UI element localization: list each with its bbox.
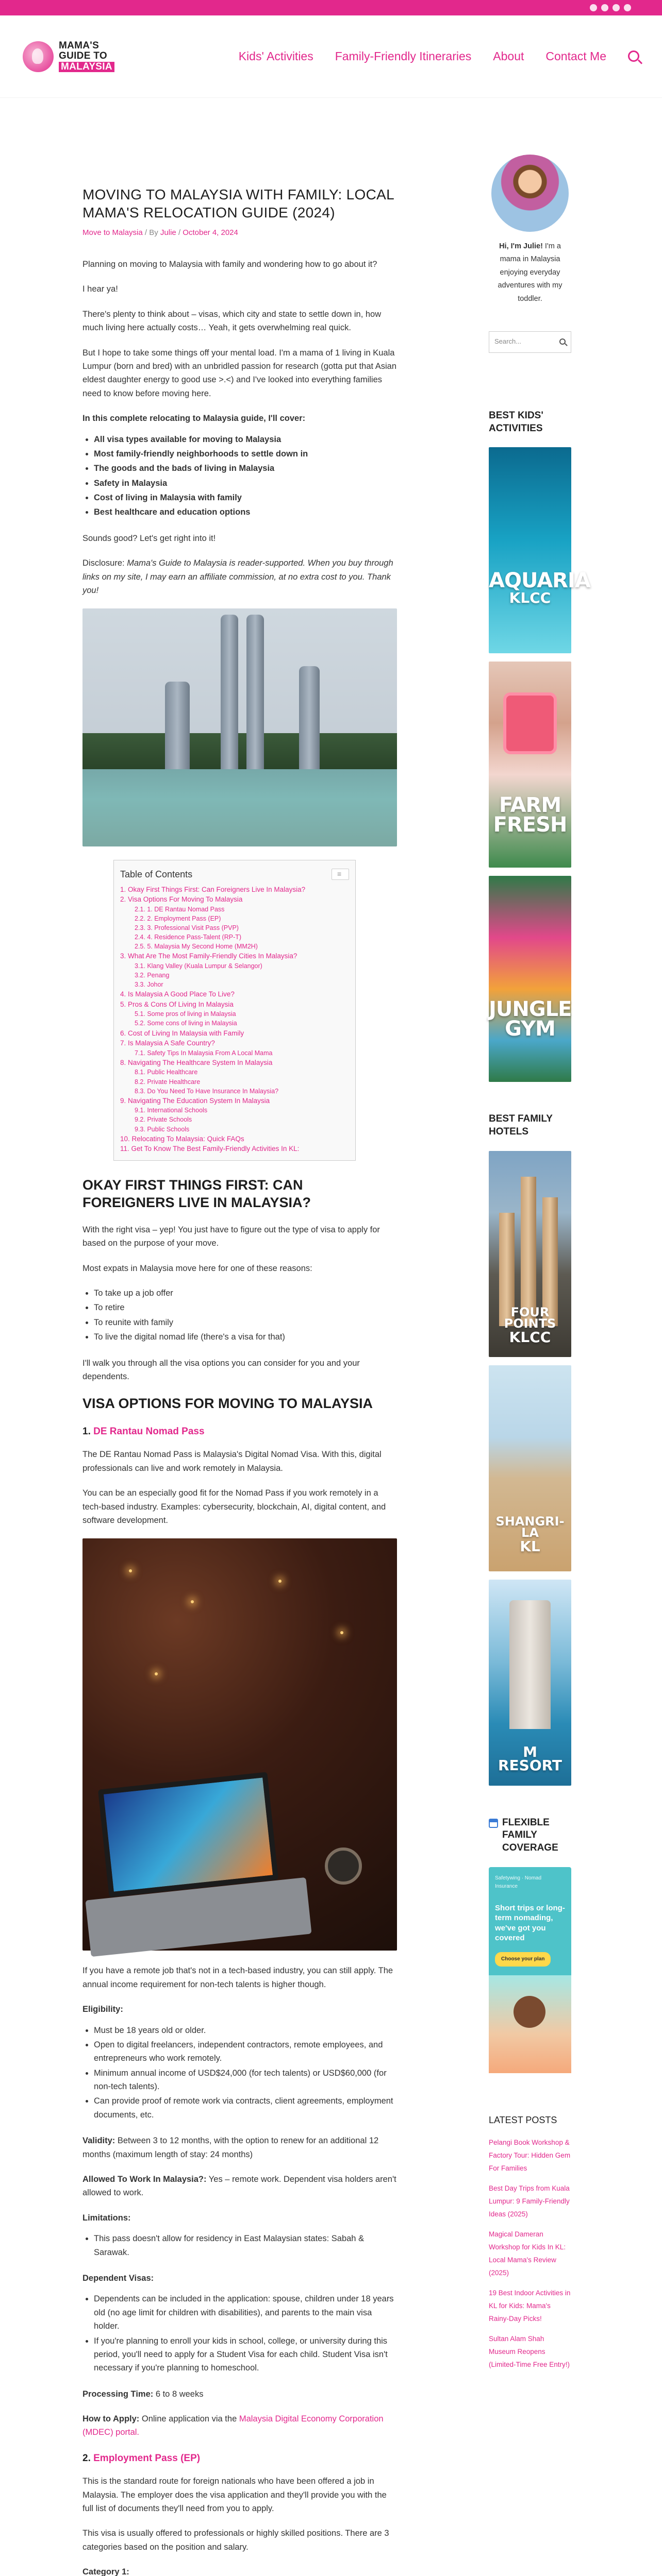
- toc-item[interactable]: 9.2. Private Schools: [135, 1116, 192, 1124]
- nomad-pass-link[interactable]: DE Rantau Nomad Pass: [93, 1426, 205, 1437]
- label: Limitations:: [82, 2213, 131, 2223]
- site-logo[interactable]: [23, 41, 131, 73]
- toc-item[interactable]: 5.1. Some pros of living in Malaysia: [135, 1010, 236, 1018]
- author-bio: Hi, I'm Julie! I'm a mama in Malaysia enjoying everyday adventures with my toddler.: [498, 242, 562, 303]
- how-to-apply: How to Apply: Online application via the Malaysia Digital Economy Corporation (MDEC) portal.: [82, 2414, 384, 2437]
- toc-item[interactable]: 2.5. 5. Malaysia My Second Home (MM2H): [135, 943, 258, 951]
- widget-title: BEST FAMILY HOTELS: [489, 1113, 553, 1137]
- list-item: • Can provide proof of remote work via contracts, client agreements, employment documents, etc.: [94, 2094, 397, 2122]
- toc-item[interactable]: 7.1. Safety Tips In Malaysia From A Local Mama: [135, 1049, 273, 1057]
- insurance-ad-banner[interactable]: Safetywing · Nomad Insurance Short trips or long-term nomading, we've got you covered Choose your plan: [489, 1867, 571, 2073]
- toc-item[interactable]: 9.1. International Schools: [135, 1107, 208, 1114]
- paragraph: This visa is usually offered to professionals or highly skilled positions. There are 3 categories based on the position and salary.: [82, 2529, 389, 2552]
- toc-item[interactable]: 8. Navigating The Healthcare System In Malaysia: [120, 1058, 273, 1066]
- list-item: • Most family-friendly neighborhoods to settle down in: [94, 447, 397, 461]
- logo-line3: MALAYSIA: [59, 62, 114, 72]
- latest-post-link[interactable]: Magical Dameran Workshop for Kids In KL: Local Mama's Review (2025): [489, 2230, 566, 2277]
- processing-time: Processing Time: 6 to 8 weeks: [82, 2389, 204, 2399]
- label: Eligibility:: [82, 2005, 123, 2014]
- list-item: • Must be 18 years old or older.: [94, 2024, 397, 2037]
- mdec-portal-link[interactable]: Malaysia Digital Economy Corporation (MDEC) portal.: [82, 2414, 384, 2437]
- list-item: • Open to digital freelancers, independent contractors, remote employees, and entrepreneurs who work remotely.: [94, 2038, 397, 2065]
- facebook-icon[interactable]: [590, 4, 597, 11]
- label: Dependent Visas:: [82, 2273, 154, 2283]
- list-item: • All visa types available for moving to Malaysia: [94, 433, 397, 446]
- toc-list: [120, 885, 349, 1154]
- logo-line1: MAMA'S: [59, 40, 100, 51]
- article: [82, 185, 397, 2576]
- paragraph: This is the standard route for foreign nationals who have been offered a job in Malaysia. The employer does the visa application and they'll provide you with the full list of documents they'll need from you to apply.: [82, 2477, 387, 2514]
- cover-list: [94, 433, 397, 519]
- author-avatar: [491, 155, 569, 232]
- list-item: • Safety in Malaysia: [94, 477, 397, 490]
- instagram-icon[interactable]: [601, 4, 608, 11]
- toc-item[interactable]: 5.2. Some cons of living in Malaysia: [135, 1020, 237, 1027]
- toc-title: Table of Contents: [120, 869, 193, 880]
- list-item: • Minimum annual income of USD$24,000 (for tech talents) or USD$60,000 (for non-tech talents).: [94, 2066, 397, 2094]
- list-item: • The goods and the bads of living in Malaysia: [94, 462, 397, 475]
- meta-author-link[interactable]: Julie: [160, 228, 176, 237]
- toc-item[interactable]: 10. Relocating To Malaysia: Quick FAQs: [120, 1134, 244, 1143]
- limitations-list: [94, 2232, 397, 2259]
- employment-pass-link[interactable]: Employment Pass (EP): [93, 2452, 201, 2464]
- list-item: • Best healthcare and education options: [94, 505, 397, 519]
- widget-title: FLEXIBLE FAMILY COVERAGE: [489, 1817, 571, 1855]
- jungle-gym-banner[interactable]: JUNGLE GYM: [489, 876, 571, 1082]
- pinterest-icon[interactable]: [613, 4, 620, 11]
- toc-item[interactable]: 9.3. Public Schools: [135, 1125, 190, 1133]
- validity: Validity: Between 3 to 12 months, with the option to renew for an additional 12 months (maximum length of stay: 24 months): [82, 2136, 379, 2159]
- toc-item[interactable]: 2.4. 4. Residence Pass-Talent (RP-T): [135, 934, 242, 941]
- meta-separator: /: [176, 228, 183, 237]
- toc-item[interactable]: 7. Is Malaysia A Safe Country?: [120, 1039, 215, 1047]
- paragraph: I'll walk you through all the visa options you can consider for you and your dependents.: [82, 1358, 360, 1382]
- intro-paragraph: I hear ya!: [82, 284, 118, 294]
- toc-item[interactable]: 6. Cost of Living In Malaysia with Family: [120, 1029, 244, 1037]
- toc-item[interactable]: 2.1. 1. DE Rantau Nomad Pass: [135, 905, 225, 913]
- latest-post-link[interactable]: Pelangi Book Workshop & Factory Tour: Hidden Gem For Families: [489, 2139, 571, 2173]
- paragraph: You can be an especially good fit for the Nomad Pass if you work remotely in a tech-based industry. Examples: cybersecurity, blockchain, AI, digital content, and software development.: [82, 1488, 386, 1525]
- nav-itineraries[interactable]: Family-Friendly Itineraries: [335, 49, 472, 63]
- toc-item[interactable]: 2.2. 2. Employment Pass (EP): [135, 914, 221, 922]
- toc-toggle-icon[interactable]: [332, 869, 349, 880]
- m-resort-banner[interactable]: M RESORT: [489, 1580, 571, 1786]
- cover-heading: In this complete relocating to Malaysia guide, I'll cover:: [82, 414, 306, 423]
- list-item: • To take up a job offer: [94, 1286, 397, 1300]
- table-of-contents: [113, 860, 356, 1160]
- disclosure-label: Disclosure:: [82, 558, 127, 568]
- post-meta: [82, 227, 397, 239]
- widget-title: BEST KIDS' ACTIVITIES: [489, 410, 543, 434]
- latest-posts: [489, 2114, 571, 2371]
- choose-plan-button[interactable]: Choose your plan: [495, 1952, 551, 1967]
- meta-by: By: [149, 228, 160, 237]
- paragraph: The DE Rantau Nomad Pass is Malaysia's Digital Nomad Visa. With this, digital professionals can live and work remotely in Malaysia.: [82, 1450, 382, 1473]
- toc-item[interactable]: 3.3. Johor: [135, 981, 163, 989]
- widget-title: LATEST POSTS: [489, 2114, 557, 2125]
- toc-item[interactable]: 3. What Are The Most Family-Friendly Cities In Malaysia?: [120, 952, 297, 960]
- toc-item[interactable]: 4. Is Malaysia A Good Place To Live?: [120, 990, 235, 998]
- sidebar: [489, 155, 590, 2379]
- reasons-list: [94, 1286, 397, 1344]
- logo-mark-icon: [23, 41, 54, 72]
- social-icons: [590, 4, 631, 11]
- toc-item[interactable]: 1. Okay First Things First: Can Foreigners Live In Malaysia?: [120, 885, 306, 893]
- email-icon[interactable]: [624, 4, 631, 11]
- nav-about[interactable]: About: [493, 49, 524, 63]
- latest-post-link[interactable]: Sultan Alam Shah Museum Reopens (Limited-Time Free Entry!): [489, 2334, 570, 2368]
- list-item: • To live the digital nomad life (there's a visa for that): [94, 1330, 397, 1344]
- dependents-list: [94, 2292, 397, 2375]
- aquaria-klcc-banner[interactable]: AQUARIA KLCC: [489, 447, 571, 653]
- subsection-heading: 1. DE Rantau Nomad Pass: [82, 1426, 205, 1437]
- toc-item[interactable]: 2.3. 3. Professional Visit Pass (PVP): [135, 924, 239, 931]
- petronas-towers-photo: [82, 608, 397, 846]
- site-header: [0, 15, 662, 98]
- main-nav: [239, 47, 639, 66]
- calendar-icon: [489, 1819, 498, 1828]
- laptop-cafe-photo: [82, 1538, 397, 1951]
- farm-fresh-banner[interactable]: FARM FRESH: [489, 662, 571, 868]
- list-item: • To retire: [94, 1301, 397, 1314]
- list-item: • To reunite with family: [94, 1316, 397, 1329]
- toc-item[interactable]: 9. Navigating The Education System In Malaysia: [120, 1096, 270, 1105]
- section-heading: VISA OPTIONS FOR MOVING TO MALAYSIA: [82, 1396, 373, 1412]
- intro-paragraph: But I hope to take some things off your mental load. I'm a mama of 1 living in Kuala Lumpur (born and bred) with an unbridled passion for research (gotta put that Asian eldest daughter energy to good use >.<) and I've looked into everything families need to know before moving here.: [82, 348, 397, 398]
- nav-kids-activities[interactable]: Kids' Activities: [238, 49, 313, 63]
- label: Category 1:: [82, 2567, 129, 2576]
- paragraph: With the right visa – yep! You just have to figure out the type of visa to apply for based on the purpose of your move.: [82, 1225, 380, 1248]
- list-item: • If you're planning to enroll your kids in school, college, or university during this period, you'll need to apply for a Student Visa for each child. Student Visa isn't necessary if you're planning to homeschool.: [94, 2334, 397, 2375]
- meta-separator: /: [142, 228, 150, 237]
- list-item: • Cost of living in Malaysia with family: [94, 491, 397, 504]
- latest-post-link[interactable]: 19 Best Indoor Activities in KL for Kids: Mama's Rainy-Day Picks!: [489, 2289, 571, 2323]
- search-icon[interactable]: [559, 338, 566, 345]
- post-title: MOVING TO MALAYSIA WITH FAMILY: LOCAL MAMA'S RELOCATION GUIDE (2024): [82, 187, 394, 221]
- logo-line2: GUIDE TO: [59, 50, 107, 61]
- paragraph: Most expats in Malaysia move here for one of these reasons:: [82, 1263, 312, 1273]
- toc-item[interactable]: 5. Pros & Cons Of Living In Malaysia: [120, 1000, 234, 1008]
- allowed-to-work: Allowed To Work In Malaysia?: Yes – remote work. Dependent visa holders aren't allowed to work.: [82, 2175, 396, 2198]
- latest-post-link[interactable]: Best Day Trips from Kuala Lumpur: 9 Family-Friendly Ideas (2025): [489, 2184, 570, 2218]
- section-heading: OKAY FIRST THINGS FIRST: CAN FOREIGNERS LIVE IN MALAYSIA?: [82, 1177, 311, 1211]
- disclosure: [82, 556, 397, 597]
- list-item: • Dependents can be included in the application: spouse, children under 18 years old (no age limit for children with disabilities), and parents to the main visa holder.: [94, 2292, 397, 2333]
- disclosure-text: Mama's Guide to Malaysia is reader-supported. When you buy through links on my site, I may earn an affiliate commission, at no extra cost to you. Thank you!: [82, 558, 393, 596]
- toc-item[interactable]: 11. Get To Know The Best Family-Friendly Activities In KL:: [120, 1145, 300, 1153]
- shangri-la-kl-banner[interactable]: SHANGRI-LA KL: [489, 1365, 571, 1571]
- four-points-klcc-banner[interactable]: FOUR POINTS KLCC: [489, 1151, 571, 1357]
- toc-item[interactable]: 3.1. Klang Valley (Kuala Lumpur & Selangor): [135, 962, 262, 970]
- list-item: • This pass doesn't allow for residency in East Malaysian states: Sabah & Sarawak.: [94, 2232, 397, 2259]
- toc-item[interactable]: 3.2. Penang: [135, 971, 170, 979]
- eligibility-list: [94, 2024, 397, 2122]
- subsection-heading: 2. Employment Pass (EP): [82, 2452, 201, 2464]
- meta-category-link[interactable]: Move to Malaysia: [82, 228, 143, 237]
- toc-item[interactable]: 8.1. Public Healthcare: [135, 1069, 198, 1076]
- search-input[interactable]: Search...: [489, 331, 571, 353]
- top-bar: [0, 0, 662, 15]
- search-icon[interactable]: [628, 50, 639, 62]
- sounds-good: Sounds good? Let's get right into it!: [82, 533, 216, 543]
- meta-date[interactable]: October 4, 2024: [183, 228, 238, 237]
- paragraph: If you have a remote job that's not in a tech-based industry, you can still apply. The annual income requirement for non-tech talents is higher though.: [82, 1966, 393, 1989]
- nav-contact[interactable]: Contact Me: [545, 49, 606, 63]
- intro-paragraph: There's plenty to think about – visas, which city and state to settle down in, how much living here actually costs… Yeah, it gets overwhelming real quick.: [82, 309, 382, 333]
- toc-item[interactable]: 8.2. Private Healthcare: [135, 1078, 201, 1086]
- toc-item[interactable]: 8.3. Do You Need To Have Insurance In Malaysia?: [135, 1087, 279, 1095]
- toc-item[interactable]: 2. Visa Options For Moving To Malaysia: [120, 895, 243, 904]
- intro-paragraph: Planning on moving to Malaysia with family and wondering how to go about it?: [82, 260, 377, 269]
